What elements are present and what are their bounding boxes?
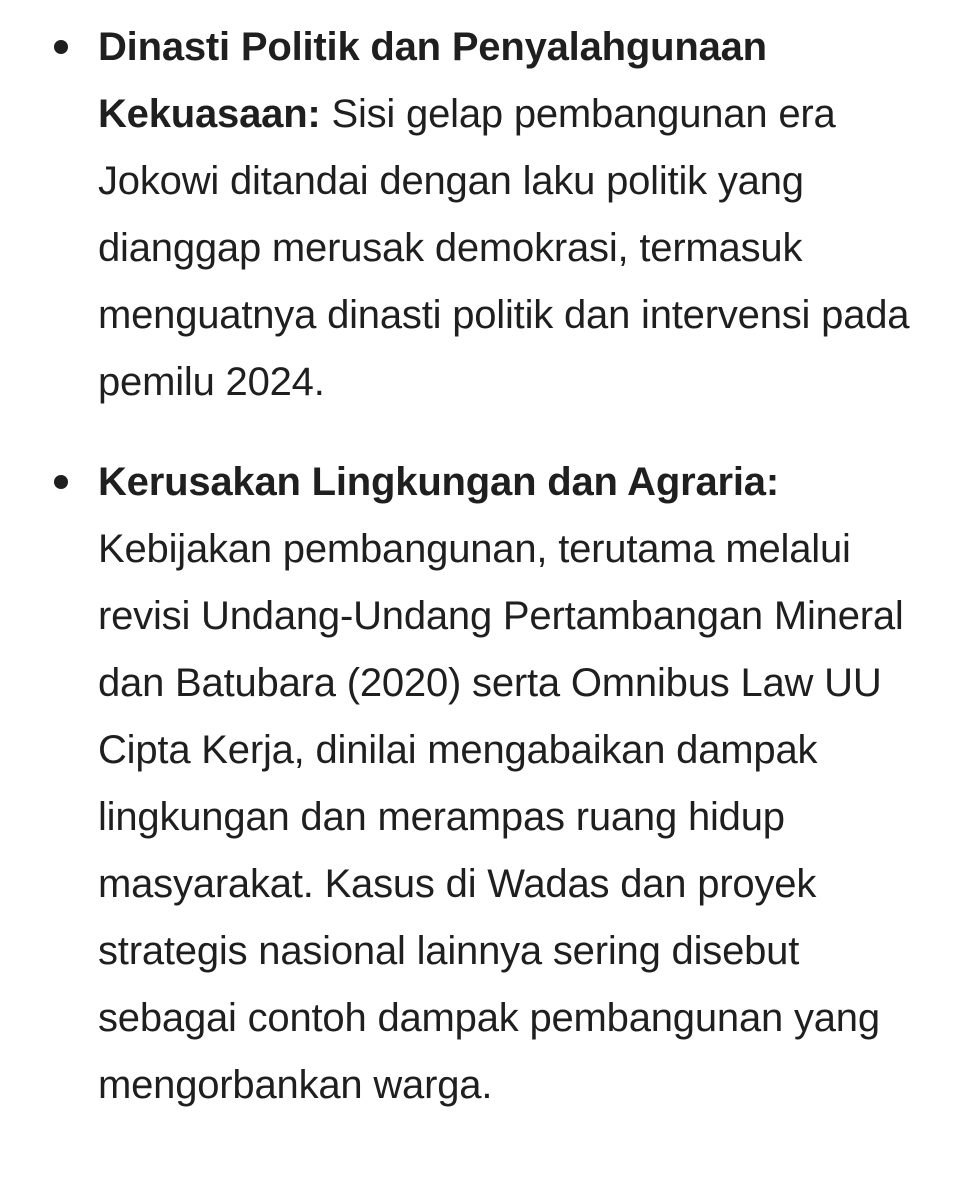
item-title: Kerusakan Lingkungan dan Agraria: xyxy=(98,460,779,504)
bullet-icon xyxy=(54,40,68,54)
list-item xyxy=(0,449,975,1119)
item-body: Sisi gelap pembangunan era Jokowi ditandai dengan laku politik yang dianggap merusak demokrasi, termasuk menguatnya dinasti politik dan intervensi pada pemilu 2024. xyxy=(98,92,910,404)
item-title: Dinasti Politik dan Penyalahgunaan Kekuasaan: xyxy=(98,25,767,136)
item-body: Kebijakan pembangunan, terutama melalui revisi Undang-Undang Pertambangan Mineral dan Batubara (2020) serta Omnibus Law UU Cipta Kerja, dinilai mengabaikan dampak lingkungan dan merampas ruang hidup masyarakat. Kasus di Wadas dan proyek strategis nasional lainnya sering disebut sebagai contoh dampak pembangunan yang mengorbankan warga. xyxy=(98,527,904,1107)
bullet-list xyxy=(0,14,975,1119)
list-item xyxy=(0,14,975,416)
bullet-icon xyxy=(54,475,68,489)
